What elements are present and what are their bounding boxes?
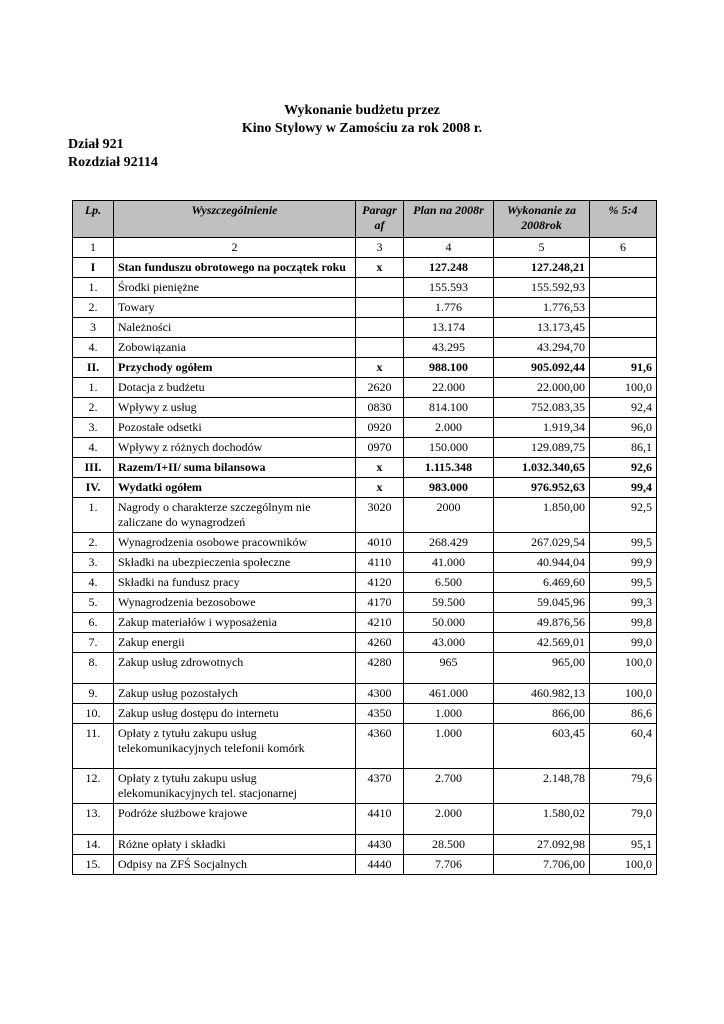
col-number: 3 xyxy=(356,238,404,258)
row-description: Zakup materiałów i wyposażenia xyxy=(114,613,356,633)
row-lp: 1. xyxy=(73,378,114,398)
row-plan: 2.000 xyxy=(404,418,494,438)
row-percent xyxy=(590,338,657,358)
row-lp: 6. xyxy=(73,613,114,633)
table-row xyxy=(73,478,657,498)
row-paragraf: 0920 xyxy=(356,418,404,438)
row-plan: 50.000 xyxy=(404,613,494,633)
row-paragraf: 4360 xyxy=(356,724,404,769)
row-lp: 3. xyxy=(73,553,114,573)
row-paragraf: x xyxy=(356,258,404,278)
row-wykonanie: 49.876,56 xyxy=(494,613,590,633)
row-lp: 4. xyxy=(73,438,114,458)
row-description: Wydatki ogółem xyxy=(114,478,356,498)
header-lp: Lp. xyxy=(73,201,114,238)
table-row xyxy=(73,258,657,278)
table-row xyxy=(73,684,657,704)
column-number-row xyxy=(73,238,657,258)
row-percent xyxy=(590,318,657,338)
row-wykonanie: 267.029,54 xyxy=(494,533,590,553)
rozdzial-label: Rozdział 92114 xyxy=(68,155,158,170)
row-plan: 983.000 xyxy=(404,478,494,498)
row-paragraf: x xyxy=(356,358,404,378)
row-lp: 3. xyxy=(73,418,114,438)
row-description: Odpisy na ZFŚ Socjalnych xyxy=(114,855,356,875)
row-lp: 12. xyxy=(73,769,114,804)
row-wykonanie: 6.469,60 xyxy=(494,573,590,593)
row-wykonanie: 129.089,75 xyxy=(494,438,590,458)
row-percent: 86,6 xyxy=(590,704,657,724)
row-lp: 7. xyxy=(73,633,114,653)
row-percent: 79,6 xyxy=(590,769,657,804)
row-wykonanie: 976.952,63 xyxy=(494,478,590,498)
row-wykonanie: 42.569,01 xyxy=(494,633,590,653)
row-wykonanie: 866,00 xyxy=(494,704,590,724)
row-paragraf: 4210 xyxy=(356,613,404,633)
budget-table xyxy=(72,200,657,875)
row-plan: 1.776 xyxy=(404,298,494,318)
row-lp: 5. xyxy=(73,593,114,613)
row-paragraf: 4430 xyxy=(356,835,404,855)
table-row xyxy=(73,318,657,338)
row-plan: 2.000 xyxy=(404,804,494,835)
table-row xyxy=(73,533,657,553)
row-percent: 92,6 xyxy=(590,458,657,478)
row-description: Składki na ubezpieczenia społeczne xyxy=(114,553,356,573)
header-row xyxy=(73,201,657,238)
table-row xyxy=(73,704,657,724)
row-lp: 11. xyxy=(73,724,114,769)
row-lp: 3 xyxy=(73,318,114,338)
table-row xyxy=(73,769,657,804)
table-row xyxy=(73,724,657,769)
row-description: Towary xyxy=(114,298,356,318)
row-paragraf: 4170 xyxy=(356,593,404,613)
row-percent: 60,4 xyxy=(590,724,657,769)
row-description: Wpływy z usług xyxy=(114,398,356,418)
row-plan: 1.115.348 xyxy=(404,458,494,478)
table-row xyxy=(73,358,657,378)
row-percent xyxy=(590,258,657,278)
row-wykonanie: 1.580,02 xyxy=(494,804,590,835)
row-description: Zakup usług pozostałych xyxy=(114,684,356,704)
row-wykonanie: 1.919,34 xyxy=(494,418,590,438)
row-lp: 1. xyxy=(73,278,114,298)
row-wykonanie: 1.776,53 xyxy=(494,298,590,318)
row-wykonanie: 905.092,44 xyxy=(494,358,590,378)
header-plan: Plan na 2008r xyxy=(404,201,494,238)
row-plan: 43.000 xyxy=(404,633,494,653)
row-paragraf: 4370 xyxy=(356,769,404,804)
row-percent: 100,0 xyxy=(590,378,657,398)
row-paragraf: 4280 xyxy=(356,653,404,684)
row-plan: 127.248 xyxy=(404,258,494,278)
row-description: Należności xyxy=(114,318,356,338)
row-wykonanie: 40.944,04 xyxy=(494,553,590,573)
row-percent: 92,5 xyxy=(590,498,657,533)
row-description: Zobowiązania xyxy=(114,338,356,358)
row-plan: 22.000 xyxy=(404,378,494,398)
row-lp: II. xyxy=(73,358,114,378)
dzial-label: Dział 921 xyxy=(68,137,124,152)
row-wykonanie: 603,45 xyxy=(494,724,590,769)
row-percent: 99,0 xyxy=(590,633,657,653)
row-plan: 2000 xyxy=(404,498,494,533)
table-row xyxy=(73,338,657,358)
row-percent xyxy=(590,278,657,298)
row-percent: 91,6 xyxy=(590,358,657,378)
row-percent: 99,5 xyxy=(590,573,657,593)
row-description: Składki na fundusz pracy xyxy=(114,573,356,593)
row-description: Stan funduszu obrotowego na początek roku xyxy=(114,258,356,278)
row-paragraf: 4010 xyxy=(356,533,404,553)
row-plan: 965 xyxy=(404,653,494,684)
row-plan: 6.500 xyxy=(404,573,494,593)
row-percent: 99,8 xyxy=(590,613,657,633)
table-row xyxy=(73,593,657,613)
row-lp: 13. xyxy=(73,804,114,835)
row-description: Nagrody o charakterze szczególnym nie zaliczane do wynagrodzeń xyxy=(114,498,356,533)
row-description: Razem/I+II/ suma bilansowa xyxy=(114,458,356,478)
row-percent: 99,9 xyxy=(590,553,657,573)
row-plan: 7.706 xyxy=(404,855,494,875)
row-plan: 59.500 xyxy=(404,593,494,613)
table-row xyxy=(73,573,657,593)
row-paragraf: 4440 xyxy=(356,855,404,875)
header-wykonanie: Wykonanie za 2008rok xyxy=(494,201,590,238)
table-row xyxy=(73,438,657,458)
row-description: Przychody ogółem xyxy=(114,358,356,378)
document-title-line2: Kino Stylowy w Zamościu za rok 2008 r. xyxy=(241,121,483,136)
row-plan: 43.295 xyxy=(404,338,494,358)
row-percent: 99,3 xyxy=(590,593,657,613)
row-plan: 1.000 xyxy=(404,724,494,769)
row-paragraf: x xyxy=(356,458,404,478)
row-description: Zakup usług zdrowotnych xyxy=(114,653,356,684)
row-wykonanie: 2.148,78 xyxy=(494,769,590,804)
row-percent: 95,1 xyxy=(590,835,657,855)
col-number: 6 xyxy=(590,238,657,258)
row-plan: 814.100 xyxy=(404,398,494,418)
row-description: Wpływy z różnych dochodów xyxy=(114,438,356,458)
row-lp: 4. xyxy=(73,573,114,593)
row-lp: 2. xyxy=(73,533,114,553)
row-paragraf xyxy=(356,318,404,338)
row-paragraf: 4410 xyxy=(356,804,404,835)
row-plan: 1.000 xyxy=(404,704,494,724)
table-row xyxy=(73,298,657,318)
row-lp: IV. xyxy=(73,478,114,498)
row-lp: 4. xyxy=(73,338,114,358)
table-row xyxy=(73,378,657,398)
row-lp: 9. xyxy=(73,684,114,704)
table-row xyxy=(73,835,657,855)
row-description: Podróże służbowe krajowe xyxy=(114,804,356,835)
row-wykonanie: 22.000,00 xyxy=(494,378,590,398)
row-paragraf xyxy=(356,298,404,318)
table-row xyxy=(73,653,657,684)
row-wykonanie: 59.045,96 xyxy=(494,593,590,613)
row-paragraf: 4120 xyxy=(356,573,404,593)
row-paragraf: 0970 xyxy=(356,438,404,458)
row-percent: 99,4 xyxy=(590,478,657,498)
row-lp: 2. xyxy=(73,398,114,418)
row-plan: 461.000 xyxy=(404,684,494,704)
row-lp: 1. xyxy=(73,498,114,533)
row-lp: 14. xyxy=(73,835,114,855)
row-plan: 28.500 xyxy=(404,835,494,855)
table-row xyxy=(73,418,657,438)
row-plan: 13.174 xyxy=(404,318,494,338)
row-description: Środki pieniężne xyxy=(114,278,356,298)
row-percent: 96,0 xyxy=(590,418,657,438)
row-wykonanie: 127.248,21 xyxy=(494,258,590,278)
table-row xyxy=(73,553,657,573)
row-paragraf: 4260 xyxy=(356,633,404,653)
row-description: Zakup usług dostępu do internetu xyxy=(114,704,356,724)
row-paragraf: 4300 xyxy=(356,684,404,704)
row-paragraf: 0830 xyxy=(356,398,404,418)
row-percent: 92,4 xyxy=(590,398,657,418)
row-plan: 988.100 xyxy=(404,358,494,378)
row-plan: 268.429 xyxy=(404,533,494,553)
row-percent: 79,0 xyxy=(590,804,657,835)
table-row xyxy=(73,804,657,835)
row-description: Opłaty z tytułu zakupu usług elekomunikacyjnych tel. stacjonarnej xyxy=(114,769,356,804)
table-row xyxy=(73,498,657,533)
header-paragraf: Paragr af xyxy=(356,201,404,238)
col-number: 4 xyxy=(404,238,494,258)
row-wykonanie: 155.592,93 xyxy=(494,278,590,298)
col-number: 5 xyxy=(494,238,590,258)
row-wykonanie: 1.850,00 xyxy=(494,498,590,533)
row-percent: 100,0 xyxy=(590,684,657,704)
row-lp: 8. xyxy=(73,653,114,684)
row-description: Różne opłaty i składki xyxy=(114,835,356,855)
row-lp: I xyxy=(73,258,114,278)
row-plan: 150.000 xyxy=(404,438,494,458)
row-plan: 2.700 xyxy=(404,769,494,804)
row-plan: 155.593 xyxy=(404,278,494,298)
row-lp: 10. xyxy=(73,704,114,724)
table-row xyxy=(73,398,657,418)
row-wykonanie: 965,00 xyxy=(494,653,590,684)
row-paragraf: x xyxy=(356,478,404,498)
row-lp: III. xyxy=(73,458,114,478)
col-number: 1 xyxy=(73,238,114,258)
row-wykonanie: 752.083,35 xyxy=(494,398,590,418)
row-percent: 100,0 xyxy=(590,855,657,875)
row-description: Wynagrodzenia osobowe pracowników xyxy=(114,533,356,553)
row-wykonanie: 460.982,13 xyxy=(494,684,590,704)
row-wykonanie: 13.173,45 xyxy=(494,318,590,338)
row-wykonanie: 27.092,98 xyxy=(494,835,590,855)
row-lp: 15. xyxy=(73,855,114,875)
row-wykonanie: 43.294,70 xyxy=(494,338,590,358)
row-description: Wynagrodzenia bezosobowe xyxy=(114,593,356,613)
header-wyszczegolnienie: Wyszczególnienie xyxy=(114,201,356,238)
row-percent xyxy=(590,298,657,318)
row-percent: 100,0 xyxy=(590,653,657,684)
row-wykonanie: 1.032.340,65 xyxy=(494,458,590,478)
col-number: 2 xyxy=(114,238,356,258)
row-paragraf xyxy=(356,338,404,358)
row-description: Dotacja z budżetu xyxy=(114,378,356,398)
row-paragraf: 3020 xyxy=(356,498,404,533)
row-description: Pozostałe odsetki xyxy=(114,418,356,438)
row-percent: 86,1 xyxy=(590,438,657,458)
row-description: Zakup energii xyxy=(114,633,356,653)
row-percent: 99,5 xyxy=(590,533,657,553)
table-row xyxy=(73,633,657,653)
table-row xyxy=(73,278,657,298)
row-paragraf: 4110 xyxy=(356,553,404,573)
row-wykonanie: 7.706,00 xyxy=(494,855,590,875)
row-lp: 2. xyxy=(73,298,114,318)
table-row xyxy=(73,855,657,875)
table-row xyxy=(73,458,657,478)
row-description: Opłaty z tytułu zakupu usług telekomunikacyjnych telefonii komórk xyxy=(114,724,356,769)
row-paragraf xyxy=(356,278,404,298)
document-title-line1: Wykonanie budżetu przez xyxy=(284,103,440,118)
row-plan: 41.000 xyxy=(404,553,494,573)
row-paragraf: 2620 xyxy=(356,378,404,398)
row-paragraf: 4350 xyxy=(356,704,404,724)
table-row xyxy=(73,613,657,633)
header-percent: % 5:4 xyxy=(590,201,657,238)
